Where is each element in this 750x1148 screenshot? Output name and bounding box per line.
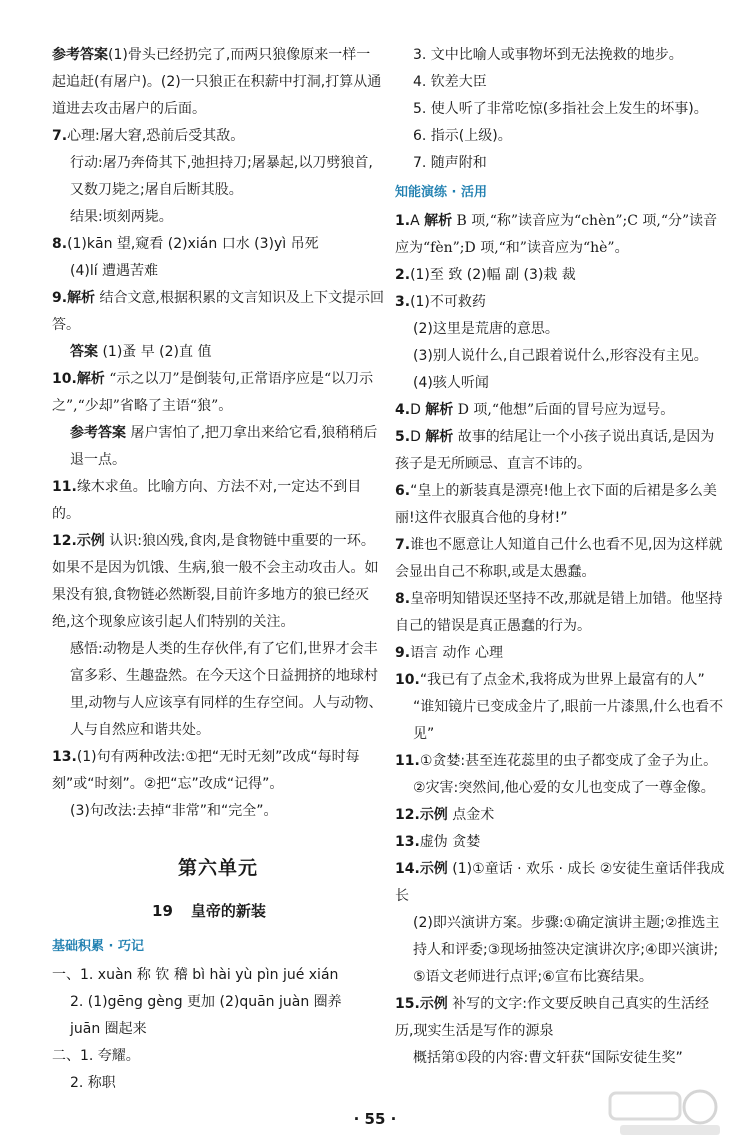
answer-line: 7. 随声附和 <box>413 155 487 171</box>
question-2 <box>395 262 725 289</box>
watermark-logo-icon <box>600 1085 730 1140</box>
question-number: 12. <box>395 807 420 823</box>
answer-text: (1)kān 望,窥看 (2)xián 口水 (3)yì 吊死 <box>67 236 319 252</box>
analysis-label: 解析 <box>425 402 454 418</box>
answer-text: 补写的文字:作文要反映自己真实的生活经历,现实生活是写作的源泉 <box>395 996 709 1039</box>
answer-text: (1)不可救药 <box>410 294 486 310</box>
page-number: · 55 · <box>353 1110 397 1128</box>
question-7 <box>52 123 384 150</box>
question-number: 9. <box>52 290 68 306</box>
question-10 <box>395 667 725 694</box>
answer-line <box>52 420 384 474</box>
answer-line: 4. 钦差大臣 <box>413 74 487 90</box>
analysis-text: 故事的结尾让一个小孩子说出真话,是因为孩子是无所顾忌、直言不讳的。 <box>395 429 715 472</box>
question-14 <box>395 856 725 910</box>
answer-text: 心理:屠大窘,恐前后受其敌。 <box>67 128 245 144</box>
answer-text: (1)至 致 (2)幅 副 (3)栽 裁 <box>410 267 576 283</box>
example-label: 示例 <box>419 861 448 877</box>
question-number: 10. <box>395 672 420 688</box>
analysis-text: D 项,“他想”后面的冒号应为逗号。 <box>457 402 675 418</box>
answer-line: 二、1. 夸耀。 <box>52 1048 140 1064</box>
answer-label: 参考答案 <box>70 425 126 441</box>
answer-line: (3)句改法:去掉“非常”和“完全”。 <box>70 803 278 819</box>
analysis-label: 解析 <box>67 290 96 306</box>
question-10 <box>52 366 384 420</box>
question-11 <box>395 748 725 775</box>
question-12 <box>52 528 384 636</box>
answer-line: ②灾害:突然间,他心爱的女儿也变成了一尊金像。 <box>413 780 715 796</box>
answer-text: 虚伪 贪婪 <box>419 834 481 850</box>
question-number: 1. <box>395 213 411 229</box>
analysis-label: 解析 <box>424 213 453 229</box>
section-heading: 基础积累 · 巧记 <box>52 939 144 954</box>
question-number: 7. <box>395 537 411 553</box>
answer-line: 结果:顷刻两毙。 <box>70 209 173 225</box>
lesson-name: 皇帝的新装 <box>190 902 266 920</box>
answer-line: 行动:屠乃奔倚其下,弛担持刀;屠暴起,以刀劈狼首,又数刀毙之;屠自后断其股。 <box>70 155 373 198</box>
answer-text: “皇上的新装真是漂亮!他上衣下面的后裙是多么美丽!这件衣服真合他的身材!” <box>395 483 717 526</box>
answer-line: (4)lí 遭遇苦难 <box>70 263 159 279</box>
question-11 <box>52 474 384 528</box>
answer-line: (2)这里是荒唐的意思。 <box>413 321 559 337</box>
answer-block <box>52 42 384 123</box>
question-9 <box>52 285 384 339</box>
answer-line: (3)别人说什么,自己跟着说什么,形容没有主见。 <box>413 348 708 364</box>
answer-text: 缘木求鱼。比喻方向、方法不对,一定达不到目的。 <box>52 479 362 522</box>
answer-text: 点金术 <box>452 807 495 823</box>
choice-answer: D <box>410 402 421 418</box>
question-number: 11. <box>395 753 420 769</box>
analysis-label: 解析 <box>425 429 454 445</box>
question-number: 8. <box>52 236 68 252</box>
answer-text: 屠户害怕了,把刀拿出来给它看,狼稍稍后退一点。 <box>70 425 378 468</box>
question-number: 11. <box>52 479 77 495</box>
question-number: 13. <box>52 749 77 765</box>
question-number: 4. <box>395 402 411 418</box>
analysis-label: 解析 <box>76 371 105 387</box>
label: 参考答案 <box>52 47 108 63</box>
analysis-text: “示之以刀”是倒装句,正常语序应是“以刀示之”,“少却”省略了主语“狼”。 <box>52 371 374 414</box>
question-number: 14. <box>395 861 420 877</box>
answer-line: 2. (1)gēng gèng 更加 (2)quān juàn 圈养 <box>70 994 342 1010</box>
question-1 <box>395 208 725 262</box>
answer-text: ①贪婪:甚至连花蕊里的虫子都变成了金子为止。 <box>419 753 718 769</box>
left-column <box>52 42 384 1097</box>
answer-line: 感悟:动物是人类的生存伙伴,有了它们,世界才会丰富多彩、生趣盎然。在今天这个日益拥挤的地球村里,动物与人应该享有同样的生存空间。人与动物、人与自然应和谐共处。 <box>70 641 383 738</box>
question-3 <box>395 289 725 316</box>
section-heading: 知能演练 · 活用 <box>395 185 487 200</box>
answer-line: 3. 文中比喻人或事物坏到无法挽救的地步。 <box>413 47 683 63</box>
choice-answer: A <box>410 213 420 229</box>
question-number: 8. <box>395 591 411 607</box>
question-number: 15. <box>395 996 420 1012</box>
lesson-title <box>52 900 384 921</box>
question-number: 13. <box>395 834 420 850</box>
answer-line: 2. 称职 <box>70 1075 116 1091</box>
question-8 <box>52 231 384 258</box>
answer-text: (1)蚤 早 (2)直 值 <box>102 344 212 360</box>
answer-line: “谁知镜片已变成金片了,眼前一片漆黑,什么也看不见” <box>413 699 724 742</box>
question-7 <box>395 532 725 586</box>
question-number: 10. <box>52 371 77 387</box>
analysis-text: 结合文意,根据积累的文言知识及上下文提示回答。 <box>52 290 384 333</box>
question-number: 6. <box>395 483 411 499</box>
answer-line <box>52 339 384 366</box>
question-13 <box>395 829 725 856</box>
answer-line: 5. 使人听了非常吃惊(多指社会上发生的坏事)。 <box>413 101 708 117</box>
answer-text: 皇帝明知错误还坚持不改,那就是错上加错。他坚持自己的错误是真正愚蠢的行为。 <box>395 591 723 634</box>
choice-answer: D <box>410 429 421 445</box>
answer-text: 语言 动作 心理 <box>410 645 503 661</box>
lesson-number: 19 <box>152 902 173 920</box>
question-13 <box>52 744 384 798</box>
answer-line: 概括第①段的内容:曹文轩获“国际安徒生奖” <box>413 1050 683 1066</box>
question-number: 2. <box>395 267 411 283</box>
question-number: 3. <box>395 294 411 310</box>
question-number: 9. <box>395 645 411 661</box>
unit-title: 第六单元 <box>177 857 258 879</box>
question-9 <box>395 640 725 667</box>
answer-text: 谁也不愿意让人知道自己什么也看不见,因为这样就会显出自己不称职,或是太愚蠢。 <box>395 537 723 580</box>
question-5 <box>395 424 725 478</box>
answer-line: (2)即兴演讲方案。步骤:①确定演讲主题;②推选主持人和评委;③现场抽签决定演讲次序;④即兴演讲;⑤语文老师进行点评;⑥宣布比赛结果。 <box>413 915 720 985</box>
answer-line: 一、1. xuàn 称 钦 稽 bì hài yù pìn jué xián <box>52 967 339 983</box>
question-6 <box>395 478 725 532</box>
question-number: 7. <box>52 128 68 144</box>
example-label: 示例 <box>419 807 448 823</box>
example-label: 示例 <box>419 996 448 1012</box>
example-label: 示例 <box>76 533 105 549</box>
question-15 <box>395 991 725 1045</box>
answer-line: juān 圈起来 <box>70 1021 147 1037</box>
answer-text: (1)①童话 · 欢乐 · 成长 ②安徒生童话伴我成长 <box>395 861 725 904</box>
question-8 <box>395 586 725 640</box>
right-column <box>395 42 725 1072</box>
question-4 <box>395 397 725 424</box>
question-number: 12. <box>52 533 77 549</box>
question-number: 5. <box>395 429 411 445</box>
answer-text: 认识:狼凶残,食肉,是食物链中重要的一环。如果不是因为饥饿、生病,狼一般不会主动攻击人。如果没有狼,食物链必然断裂,目前许多地方的狼已经灭绝,这个现象应该引起人们特别的关注。 <box>52 533 379 630</box>
answer-line: (4)骇人听闻 <box>413 375 489 391</box>
answer-line: 6. 指示(上级)。 <box>413 128 512 144</box>
analysis-text: B 项,“称”读音应为“chèn”;C 项,“分”读音应为“fèn”;D 项,“和”读音应为“hè”。 <box>395 213 718 256</box>
answer-label: 答案 <box>70 344 98 360</box>
answer-text: (1)句有两种改法:①把“无时无刻”改成“每时每刻”或“时刻”。②把“忘”改成“记得”。 <box>52 749 360 792</box>
answer-text: “我已有了点金术,我将成为世界上最富有的人” <box>419 672 705 688</box>
question-12 <box>395 802 725 829</box>
answer-text: (1)骨头已经扔完了,而两只狼像原来一样一起追赶(有屠户)。(2)一只狼正在积薪中打洞,打算从通道进去攻击屠户的后面。 <box>52 47 382 117</box>
